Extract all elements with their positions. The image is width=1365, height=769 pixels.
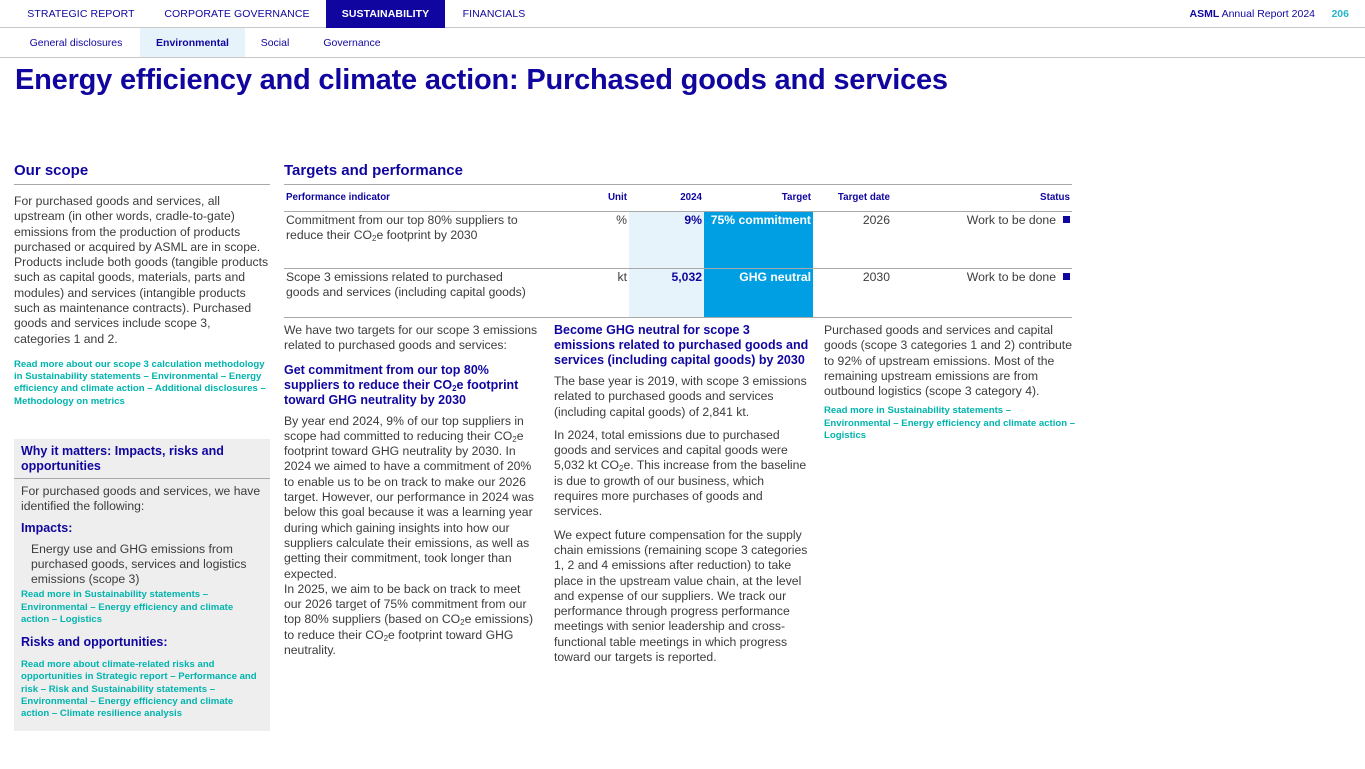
targets-section: [284, 162, 1072, 318]
col2-compensation: We expect future compensation for the supply chain emissions (remaining scope 3 categories 1, 2 and 4 emissions after reduction) to take place in the upstream value chain, at the level and expense of our suppliers. We track our performance through progress performance meetings with senior leadership and cross-functional table meetings in which progress toward our targets is reported.: [554, 527, 808, 665]
col1-text-part: e footprint toward GHG neutrality.: [284, 627, 514, 658]
status-square-icon: [1063, 216, 1070, 223]
sub-navigation: [0, 28, 1365, 58]
col2-heading: Become GHG neutral for scope 3 emissions related to purchased goods and services (including capital goods) by 2030: [554, 323, 809, 367]
column-supplier-commitment: [284, 323, 540, 658]
row2-value-2024: 5,032: [629, 268, 704, 317]
impact-logistics-link[interactable]: Read more in Sustainability statements – Environmental – Energy efficiency and climate action – Logistics: [21, 589, 234, 625]
impacts-intro: For purchased goods and services, we have identified the following:: [21, 484, 261, 514]
col1-heading-part: e footprint toward GHG neutrality by 2030: [284, 377, 519, 407]
col1-paragraph-2: [284, 582, 540, 658]
col-2024: 2024: [629, 185, 704, 211]
impacts-box-heading: Why it matters: Impacts, risks and opportunities: [14, 439, 270, 479]
row1-value-2024: 9%: [629, 211, 704, 268]
col2-emissions: [554, 428, 810, 520]
row1-indicator-part: Commitment from our top 80% suppliers to reduce their CO: [286, 212, 518, 242]
table-header-row: [284, 185, 1072, 211]
risks-link[interactable]: Read more about climate-related risks and opportunities in Strategic report – Performance and risk – Risk and Sustainability statements – Environmental – Energy efficiency and climate action – Climate resilience analysis: [21, 659, 257, 719]
col1-text-sub: 2: [383, 633, 389, 643]
table-row: [284, 211, 1072, 268]
tab-financials[interactable]: FINANCIALS: [462, 8, 526, 20]
status-square-icon: [1063, 273, 1070, 280]
row2-status: [892, 268, 1072, 317]
row1-unit: %: [531, 211, 629, 268]
col-indicator: Performance indicator: [284, 185, 531, 211]
impacts-risks-box: [14, 439, 270, 731]
scope-section: [14, 162, 270, 408]
targets-table: [284, 185, 1072, 318]
row1-target: 75% commitment: [704, 211, 813, 268]
col3-logistics-link[interactable]: Read more in Sustainability statements – Environmental – Energy efficiency and climate action – Logistics: [824, 405, 1076, 441]
col1-text-sub: 2: [512, 434, 517, 444]
scope-methodology-link[interactable]: Read more about our scope 3 calculation methodology in Sustainability statements – Environmental – Energy efficiency and climate action – Additional disclosures – Methodology on metrics: [14, 358, 266, 407]
col1-paragraph: [284, 414, 540, 582]
tab-corporate-governance[interactable]: CORPORATE GOVERNANCE: [164, 8, 310, 20]
scope-text: For purchased goods and services, all upstream (in other words, cradle-to-gate) emissions from the production of products purchased or acquired by ASML are in scope. Products include both goods (tangible products such as capital goods, materials, parts and modules) and services (intangible products such as maintenance contracts). Purchased goods and services include scope 3, categories 1 and 2.: [14, 194, 269, 346]
col1-text-part: e emissions) to reduce their CO: [284, 612, 534, 642]
risks-heading: Risks and opportunities:: [21, 635, 168, 650]
brand-name: ASML: [1189, 8, 1220, 20]
col-target: Target: [704, 185, 813, 211]
col3-text: Purchased goods and services and capital goods (scope 3 categories 1 and 2) contribute to 92% of upstream emissions. Most of the remaining upstream emissions are from outbound logistics (scope 3 category 4).: [824, 323, 1072, 399]
col1-text-sub: 2: [460, 618, 465, 628]
col2-text-part: e. This increase from the baseline is due to growth of our business, which requires more purchases of goods and services.: [554, 458, 807, 519]
page-number: 206: [1331, 8, 1349, 20]
col-unit: Unit: [531, 185, 629, 211]
row1-indicator-part: e footprint by 2030: [376, 227, 478, 242]
row2-status-text: Work to be done: [966, 269, 1056, 284]
page-title: Energy efficiency and climate action: Purchased goods and services: [15, 64, 948, 96]
col1-heading: [284, 363, 540, 408]
scope-heading: Our scope: [14, 162, 270, 185]
row2-unit: kt: [531, 268, 629, 317]
col2-text-sub: 2: [619, 464, 624, 474]
col1-heading-sub: 2: [452, 383, 457, 393]
col-target-date: Target date: [813, 185, 892, 211]
column-ghg-neutral: [554, 323, 810, 665]
col1-text-part: By year end 2024, 9% of our top suppliers in scope had committed to reducing their CO: [284, 413, 524, 443]
col1-heading-part: Get commitment from our top 80% suppliers to reduce their CO: [284, 362, 489, 392]
row2-target-date: 2030: [813, 268, 892, 317]
impacts-heading: Impacts:: [21, 520, 73, 535]
targets-heading: Targets and performance: [284, 162, 1072, 185]
table-row: [284, 268, 1072, 317]
col-status: Status: [892, 185, 1072, 211]
col1-text-part: In 2025, we aim to be back on track to meet our 2026 target of 75% commitment from our top 80% suppliers (based on CO: [284, 581, 527, 627]
column-upstream: [824, 323, 1080, 442]
row1-indicator-sub: 2: [372, 233, 377, 243]
row1-status-text: Work to be done: [966, 212, 1056, 227]
row1-target-date: 2026: [813, 211, 892, 268]
row2-indicator: Scope 3 emissions related to purchased goods and services (including capital goods): [284, 268, 531, 317]
report-name: Annual Report 2024: [1221, 8, 1315, 20]
row1-indicator: [284, 211, 531, 268]
col2-baseline: The base year is 2019, with scope 3 emissions related to purchased goods and services (including capital goods) of 2,841 kt.: [554, 374, 807, 419]
col1-intro: We have two targets for our scope 3 emissions related to purchased goods and services:: [284, 323, 538, 353]
tab-governance[interactable]: Governance: [323, 37, 381, 49]
tab-sustainability[interactable]: SUSTAINABILITY: [326, 0, 445, 28]
tab-general-disclosures[interactable]: General disclosures: [29, 37, 123, 49]
row2-target: GHG neutral: [704, 268, 813, 317]
col1-text-part: e footprint toward GHG neutrality by 2030. In 2024 we aimed to have a commitment of 20% to enable us to be on track to make our 2026 target. However, our performance in 2024 was below this goal because it was a learning year during which gaining insights into how our suppliers calculate their emissions, as well as getting their commitment, took longer than expected.: [284, 428, 534, 581]
tab-social[interactable]: Social: [260, 37, 290, 49]
impact-item: Energy use and GHG emissions from purchased goods, services and logistics emissions (scope 3): [31, 541, 247, 587]
top-navigation: [0, 0, 1365, 28]
row1-status: [892, 211, 1072, 268]
tab-environmental[interactable]: Environmental: [140, 28, 245, 57]
col2-text-part: In 2024, total emissions due to purchased goods and services and capital goods were 5,032 kt CO: [554, 427, 788, 473]
report-brand: [1190, 0, 1316, 29]
tab-strategic-report[interactable]: STRATEGIC REPORT: [27, 8, 135, 20]
